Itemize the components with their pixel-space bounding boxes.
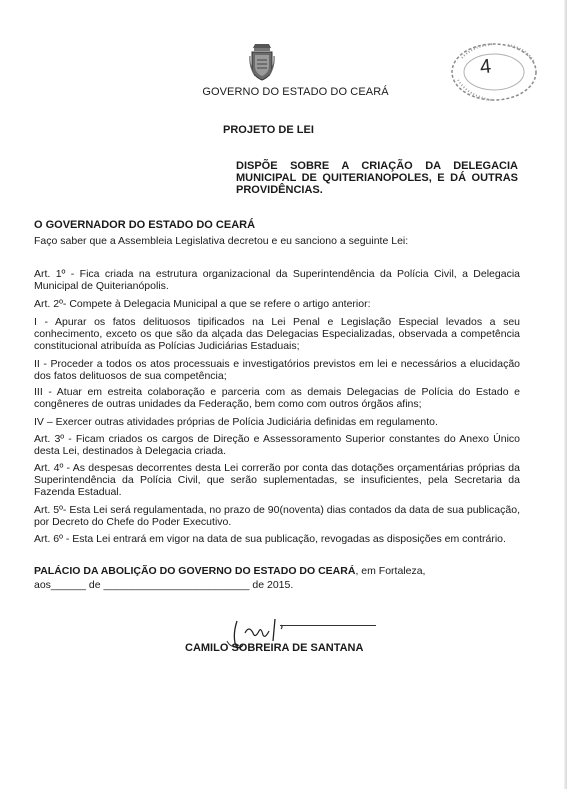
- ementa: DISPÕE SOBRE A CRIAÇÃO DA DELEGACIA MUNICIPAL DE QUITERIANOPOLES, E DÁ OUTRAS PROVIDÊNCIAS.: [236, 160, 518, 196]
- closing-city: , em Fortaleza,: [355, 565, 426, 577]
- protocol-stamp-icon: [448, 38, 540, 104]
- article-2-item-4: IV – Exercer outras atividades próprias de Polícia Judiciária definidas em regulamento.: [34, 416, 438, 428]
- article-2-item-1: I - Apurar os fatos delituosos tipificados na Lei Penal e Legislação Especial levados a seu conhecimento, exceto os que são da alçada das Delegacias Especializadas, observada a competência constitucional atribuída as Polícias Judiciárias Estaduais;: [34, 316, 520, 352]
- article-2-item-3: III - Atuar em estreita colaboração e parceria com as demais Delegacias de Polícia do Estado e congêneres de outras unidades da Federação, bem como com outros órgãos afins;: [34, 386, 520, 410]
- signature-line: [280, 625, 376, 626]
- signer-name: CAMILO SOBREIRA DE SANTANA: [185, 642, 364, 654]
- article-1: Art. 1º - Fica criada na estrutura organizacional da Superintendência da Polícia Civil, a Delegacia Municipal de Quiterianópolis.: [34, 268, 520, 292]
- document-title: PROJETO DE LEI: [223, 124, 314, 136]
- article-6: Art. 6º - Esta Lei entrará em vigor na data de sua publicação, revogadas as disposições em contrário.: [34, 533, 506, 545]
- handwritten-page-number: 4: [478, 55, 493, 79]
- article-2-item-2: II - Proceder a todos os atos processuais e investigatórios previstos em lei e necessários a elucidação dos fatos delituosos de sua competência;: [34, 358, 520, 382]
- article-5: Art. 5º- Esta Lei será regulamentada, no prazo de 90(noventa) dias contados da data de sua publicação, por Decreto do Chefe do Poder Executivo.: [34, 504, 520, 528]
- enactment-clause: Faço saber que a Assembleia Legislativa decretou e eu sanciono a seguinte Lei:: [34, 235, 409, 247]
- article-3: Art. 3º - Ficam criados os cargos de Direção e Assessoramento Superior constantes do Anexo Único desta Lei, destinados à Delegacia criada.: [34, 433, 520, 457]
- article-2: Art. 2º- Compete à Delegacia Municipal a que se refere o artigo anterior:: [34, 298, 371, 310]
- coat-of-arms-icon: [249, 42, 275, 82]
- closing-place: [34, 565, 520, 578]
- government-header: GOVERNO DO ESTADO DO CEARÁ: [202, 86, 389, 98]
- closing-palace: PALÁCIO DA ABOLIÇÃO DO GOVERNO DO ESTADO DO CEARÁ: [34, 565, 356, 577]
- governor-heading: O GOVERNADOR DO ESTADO DO CEARÁ: [34, 219, 256, 231]
- closing-date: aos______ de _________________________ de 2015.: [34, 579, 294, 591]
- article-4: Art. 4º - As despesas decorrentes desta Lei correrão por conta das dotações orçamentárias próprias da Superintendência da Polícia Civil, que serão suplementadas, se insuficientes, pela Secretaria da Fazenda Estadual.: [34, 462, 520, 498]
